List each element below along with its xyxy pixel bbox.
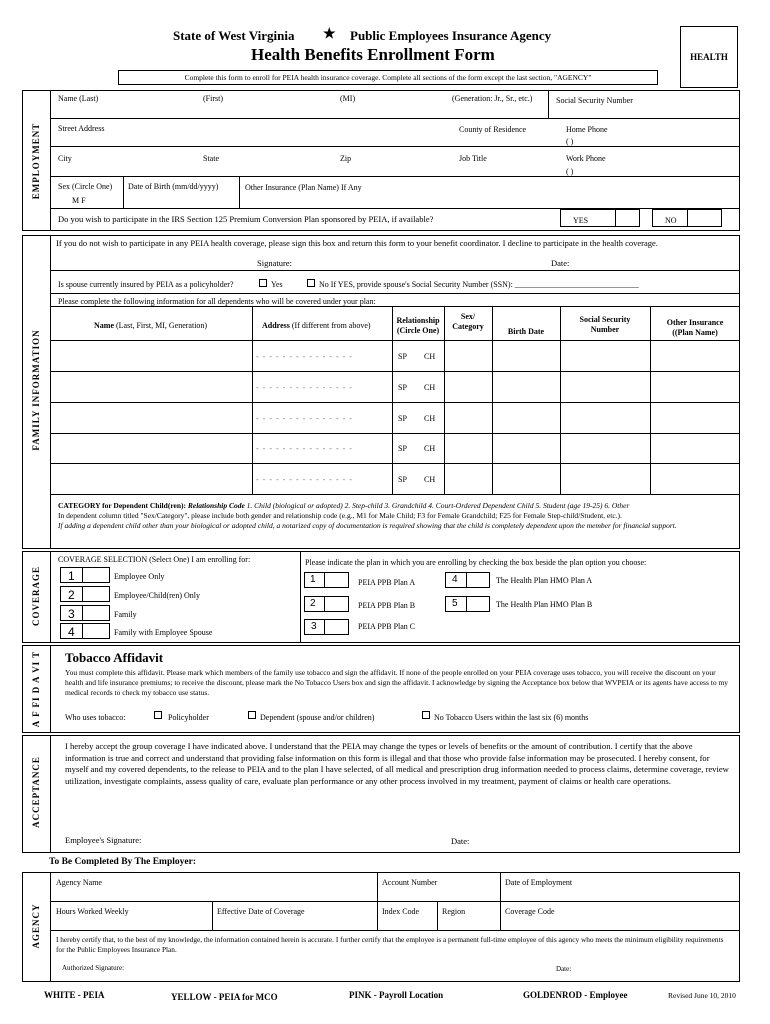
footer-goldenrod: GOLDENROD - Employee: [523, 990, 628, 1000]
irs-no-label: NO: [665, 216, 677, 225]
footer-yellow: YELLOW - PEIA for MCO: [171, 992, 278, 1002]
rel-sp[interactable]: SP: [398, 444, 407, 453]
rel-sp[interactable]: SP: [398, 352, 407, 361]
col-ssn-header: Social Security Number: [579, 315, 631, 334]
dob-label: Date of Birth (mm/dd/yyyy): [128, 182, 219, 191]
spouse-no-label: No If YES, provide spouse's Social Security Number (SSN): _______________________________: [319, 280, 639, 289]
affidavit-side-label: A F FI D A VI T: [31, 650, 41, 728]
name-last-label: Name (Last): [58, 94, 99, 103]
state-label: State: [203, 154, 219, 163]
rel-ch[interactable]: CH: [424, 444, 436, 453]
rel-ch[interactable]: CH: [424, 383, 436, 392]
col-sex-header: Sex/ Category: [452, 312, 484, 331]
plan-option-4-num: 4: [452, 574, 458, 585]
agency-title: Public Employees Insurance Agency: [350, 28, 552, 43]
coverage-option-1-label: Employee Only: [114, 572, 165, 581]
acceptance-date-label: Date:: [451, 836, 470, 846]
employee-signature-label: Employee's Signature:: [65, 835, 142, 845]
region-label: Region: [442, 907, 466, 916]
job-title-label: Job Title: [459, 154, 487, 163]
instructions: Complete this form to enroll for PEIA health insurance coverage. Complete all sections of the form except the last section, "AGENCY": [184, 73, 592, 82]
dependent-label: Dependent (spouse and/or children): [260, 713, 375, 722]
coverage-side-label: COVERAGE: [31, 566, 41, 627]
who-uses-tobacco-label: Who uses tobacco:: [65, 713, 126, 722]
generation-label: (Generation: Jr., Sr., etc.): [452, 94, 533, 103]
coverage-option-2-num: 2: [68, 588, 75, 602]
decline-date-label: Date:: [551, 258, 570, 268]
sex-options[interactable]: M F: [72, 196, 86, 205]
irs-question: Do you wish to participate in the IRS Section 125 Premium Conversion Plan sponsored by PEIA, if available?: [58, 214, 434, 224]
dependents-instruction: Please complete the following information for all dependents who will be covered under your plan:: [58, 297, 376, 306]
plan-option-5-label: The Health Plan HMO Plan B: [496, 600, 593, 609]
family-side-label: FAMILY INFORMATION: [31, 329, 41, 451]
rel-ch[interactable]: CH: [424, 414, 436, 423]
decline-signature-label: Signature:: [257, 258, 292, 268]
state-title: State of West Virginia: [173, 28, 295, 43]
coverage-selection-label: COVERAGE SELECTION (Select One) I am enrolling for:: [58, 555, 251, 564]
health-tag-label: HEALTH: [690, 52, 728, 62]
acceptance-text: I hereby accept the group coverage I have indicated above. I understand that the PEIA may change the types or levels of benefits or the amount of contribution. I certify that the above information is true and correct and understand that providing false information on this form is illegal and that those who provide false information may be prosecuted. I hereby consent, for myself and my covered dependents, to the release to PEIA and to the plan I have selected, of all medical and prescription drug information needed to process claims, determine coverage, review utilization, investigate complaints, assess quality of care, evaluate plan performance or any other process involved in my treatment, payment of claims or health care operations.: [65, 741, 729, 786]
col-address-header: Address (If different from above): [262, 321, 371, 330]
sex-label: Sex (Circle One): [58, 182, 113, 191]
county-label: County of Residence: [459, 125, 527, 134]
home-phone-area: ( ): [566, 137, 574, 146]
dependent-checkbox[interactable]: [248, 711, 256, 719]
col-other-ins-header: Other Insurance ((Plan Name): [666, 318, 724, 337]
irs-yes-box[interactable]: [560, 209, 640, 227]
street-label: Street Address: [58, 124, 105, 133]
effective-date-label: Effective Date of Coverage: [217, 907, 305, 916]
first-label: (First): [203, 94, 223, 103]
plan-option-1-num: 1: [310, 574, 316, 585]
coverage-option-3-label: Family: [114, 610, 137, 619]
plan-option-2-label: PEIA PPB Plan B: [358, 601, 416, 610]
account-number-label: Account Number: [382, 878, 438, 887]
affidavit-text: You must complete this affidavit. Please mark which members of the family use tobacco and sign the affidavit. If none of the people enrolled on your PEIA coverage uses tobacco, you will receive the discount on your health and life insurance premiums; to receive the discount, please mark the No Tobacco Users box and sign the affidavit. I acknowledge by signing the Acceptance box below that WVPEIA or its agents have access to my medical records to check my tobacco use status.: [65, 668, 729, 697]
decline-text: If you do not wish to participate in any PEIA health coverage, please sign this box and return this form to your benefit coordinator. I decline to participate in the health coverage.: [56, 238, 658, 248]
plan-option-2-num: 2: [310, 598, 316, 609]
employer-certify-text: I hereby certify that, to the best of my knowledge, the information contained herein is accurate. I further certify that the employee is a permanent full-time employee of this agency who meets the minimum eligibility requirements for the Public Employees Insurance Plan.: [56, 935, 724, 954]
plan-option-4-label: The Health Plan HMO Plan A: [496, 576, 593, 585]
acceptance-side-label: ACCEPTANCE: [31, 756, 41, 828]
coverage-option-4-num: 4: [68, 625, 75, 639]
work-phone-label: Work Phone: [566, 154, 606, 163]
rel-ch[interactable]: CH: [424, 352, 436, 361]
plan-prompt: Please indicate the plan in which you are enrolling by checking the box beside the plan option you choose:: [305, 558, 647, 567]
col-birthdate-header: Birth Date: [507, 327, 545, 336]
city-label: City: [58, 154, 72, 163]
col-name-header: Name (Last, First, MI, Generation): [94, 321, 208, 330]
policyholder-checkbox[interactable]: [154, 711, 162, 719]
affidavit-title: Tobacco Affidavit: [65, 650, 164, 665]
coverage-option-4-label: Family with Employee Spouse: [114, 628, 213, 637]
plan-option-5-num: 5: [452, 598, 458, 609]
irs-yes-label: YES: [573, 216, 589, 225]
mi-label: (MI): [340, 94, 356, 103]
plan-option-3-num: 3: [311, 621, 317, 632]
footer-white: WHITE - PEIA: [44, 990, 105, 1000]
form-title: Health Benefits Enrollment Form: [251, 45, 495, 64]
authorized-signature-label: Authorized Signature:: [62, 964, 125, 972]
agency-side-label: AGENCY: [31, 903, 41, 949]
employment-side-label: EMPLOYMENT: [31, 122, 41, 200]
employer-heading: To Be Completed By The Employer:: [49, 857, 196, 867]
home-phone-label: Home Phone: [566, 125, 608, 134]
footer-revised: Revised June 10, 2010: [668, 991, 736, 1000]
no-tobacco-label: No Tobacco Users within the last six (6) months: [434, 713, 589, 722]
plan-option-1-label: PEIA PPB Plan A: [358, 578, 416, 587]
no-tobacco-checkbox[interactable]: [422, 711, 430, 719]
work-phone-area: ( ): [566, 167, 574, 176]
spouse-yes-checkbox[interactable]: [259, 279, 267, 287]
other-insurance-label: Other Insurance (Plan Name) If Any: [245, 183, 362, 192]
spouse-yes-label: Yes: [271, 280, 283, 289]
agency-name-label: Agency Name: [56, 878, 102, 887]
agency-date-label: Date:: [556, 965, 572, 973]
spouse-question: Is spouse currently insured by PEIA as a policyholder?: [58, 280, 234, 289]
plan-option-3-label: PEIA PPB Plan C: [358, 622, 416, 631]
col-relationship-header: Relationship (Circle One): [396, 316, 440, 335]
zip-label: Zip: [340, 154, 352, 163]
rel-sp[interactable]: SP: [398, 475, 407, 484]
coverage-option-2-label: Employee/Child(ren) Only: [114, 591, 200, 600]
employment-date-label: Date of Employment: [505, 878, 573, 887]
star-icon: ★: [323, 27, 336, 42]
rel-sp[interactable]: SP: [398, 414, 407, 423]
footer-pink: PINK - Payroll Location: [349, 990, 444, 1000]
coverage-option-1-num: 1: [68, 569, 75, 583]
category-legend: CATEGORY for Dependent Child(ren): Relationship Code 1. Child (biological or adopted) 2. Step-child 3. Grandchild 4. Court-Ordered Dependent Child 5. Student (age 19-25) 6. Other In dependent column titled "Sex/Category", please include both gender and relationship code (e.g., M1 for Male Child; F3 for Female Grandchild; F25 for Female Step-child/Student, etc.). If adding a dependent child other than your biological or adopted child, a notarized copy of documentation is required showing that the child is completely dependent upon the member for financial support.: [58, 501, 677, 530]
coverage-option-3-num: 3: [68, 607, 75, 621]
spouse-no-checkbox[interactable]: [307, 279, 315, 287]
ssn-label: Social Security Number: [556, 96, 633, 105]
agency-section: [22, 872, 740, 982]
policyholder-label: Policyholder: [168, 713, 209, 722]
rel-ch[interactable]: CH: [424, 475, 436, 484]
coverage-code-label: Coverage Code: [505, 907, 555, 916]
hours-label: Hours Worked Weekly: [56, 907, 129, 916]
index-code-label: Index Code: [382, 907, 420, 916]
rel-sp[interactable]: SP: [398, 383, 407, 392]
